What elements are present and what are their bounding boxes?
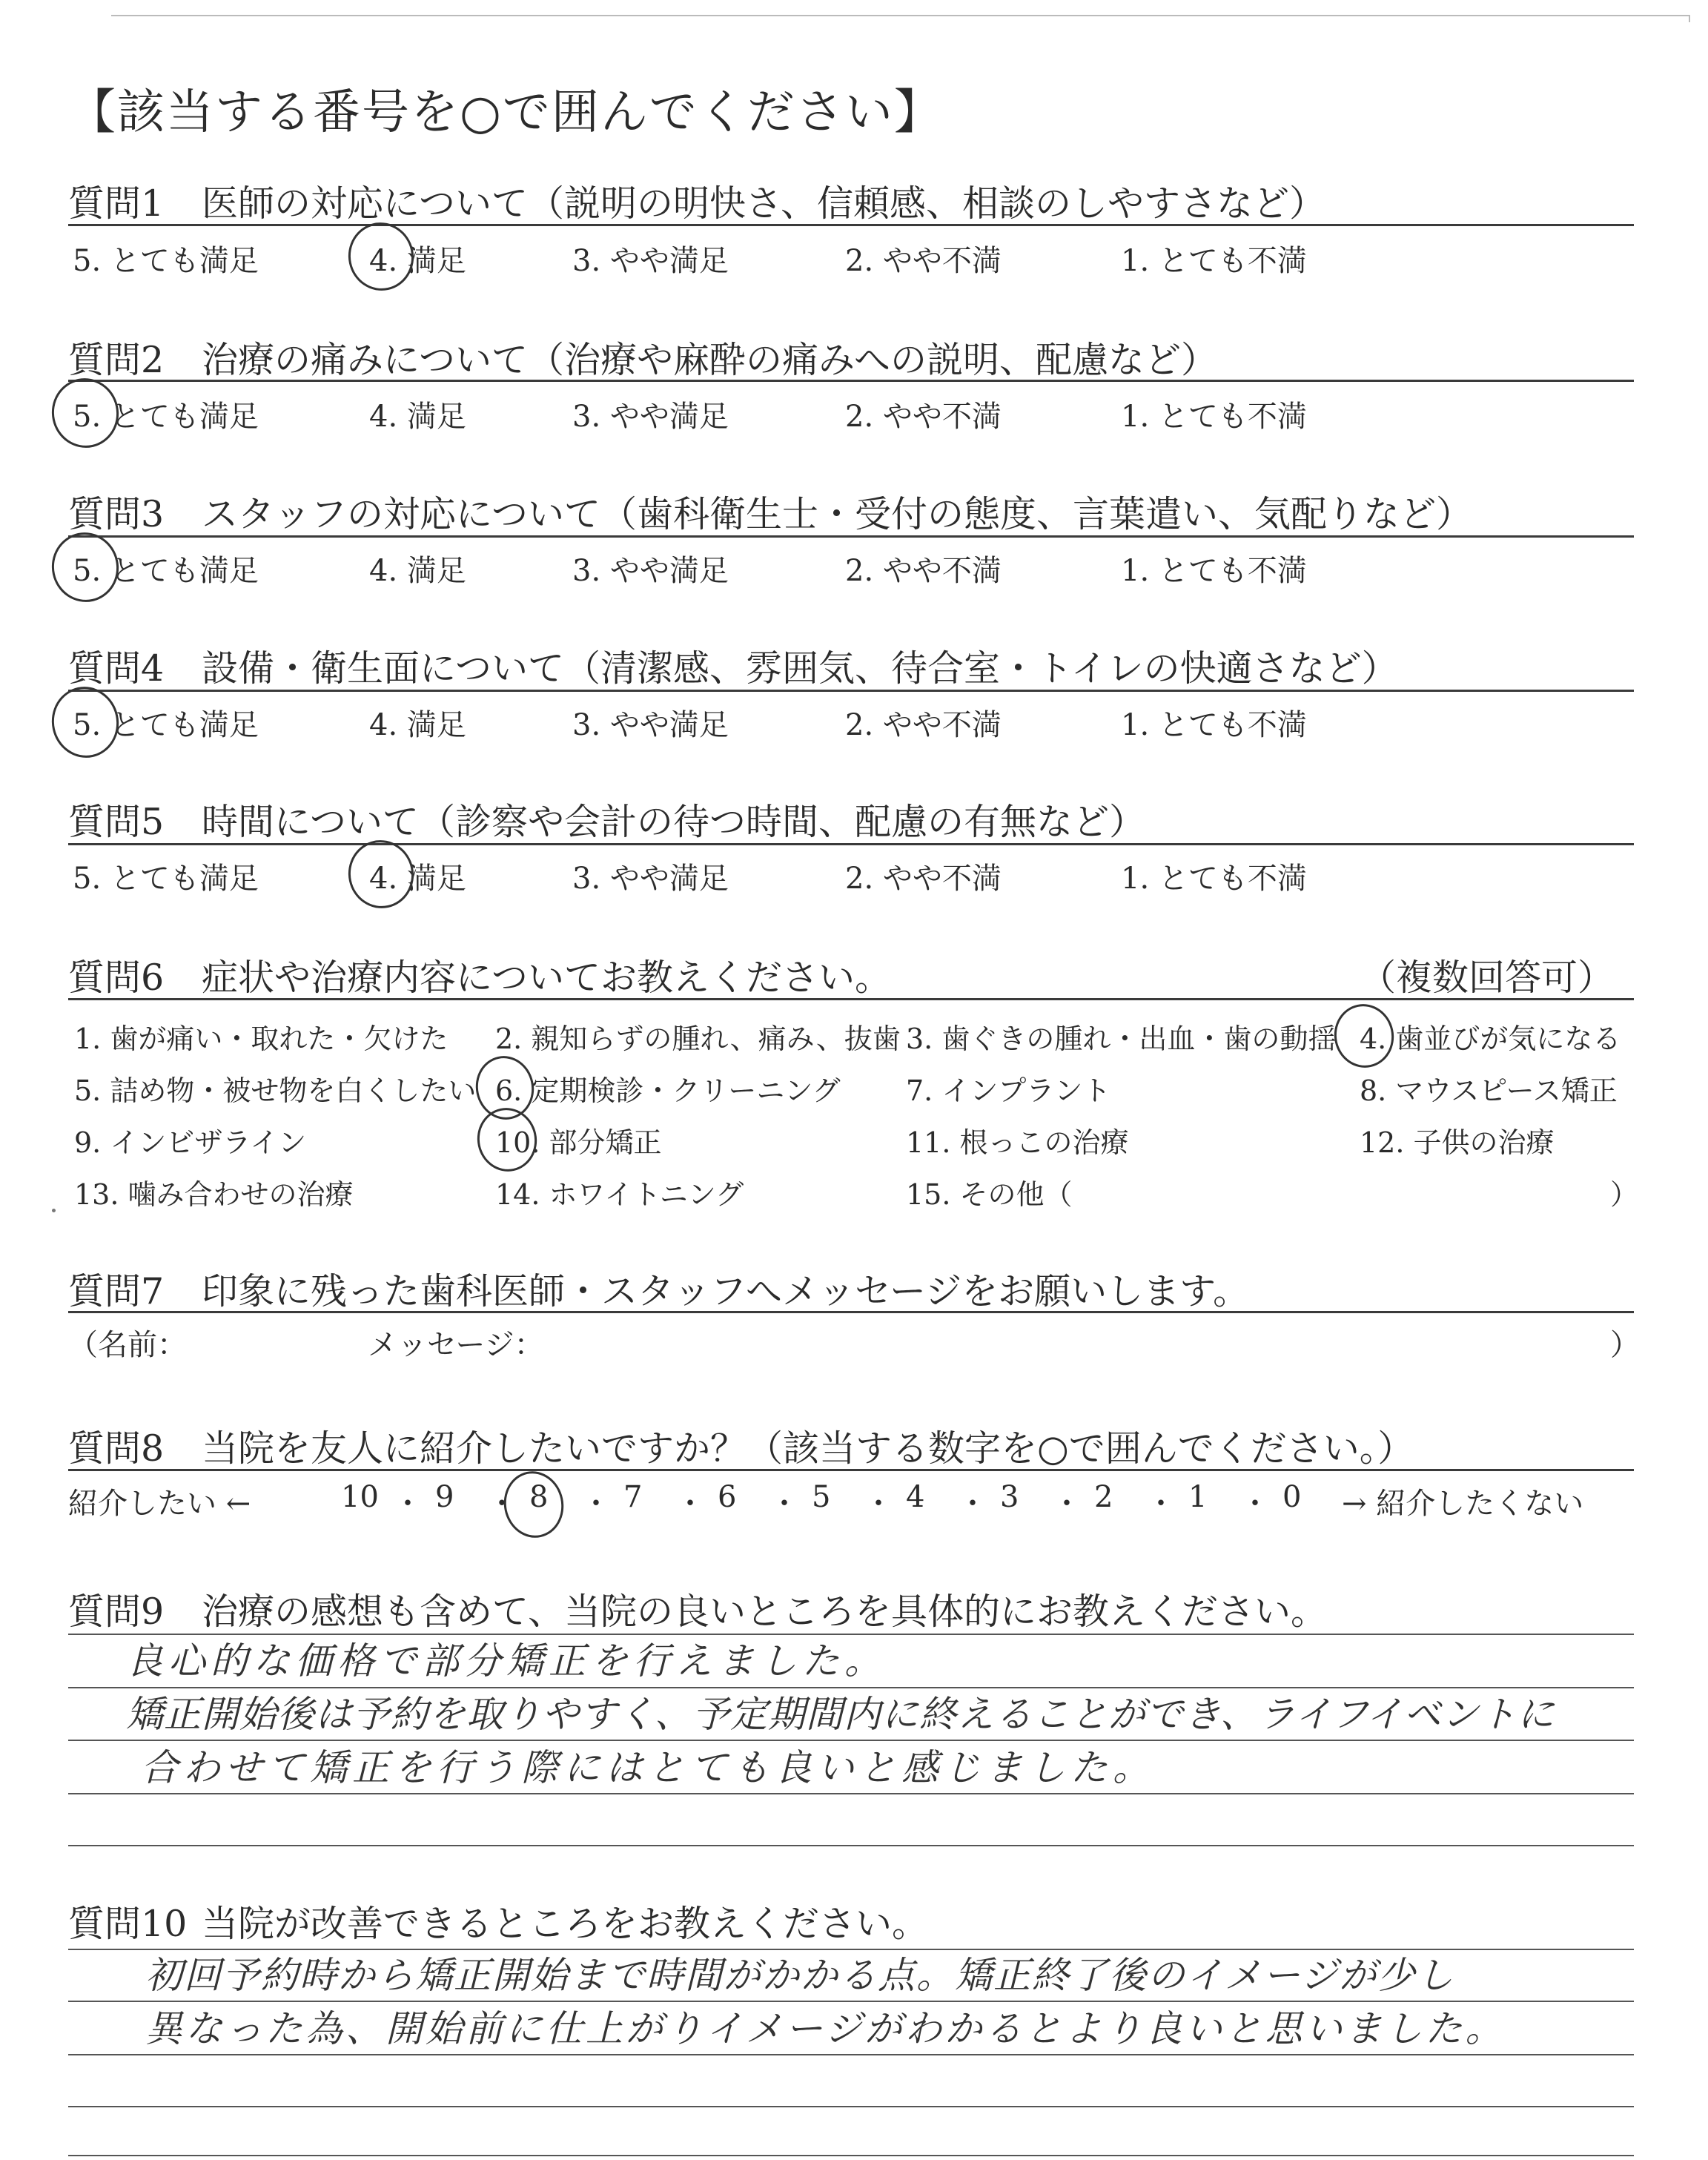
symptom-item-10[interactable]: 10. 部分矯正 (495, 1126, 662, 1159)
symptom-item-11[interactable]: 11. 根っこの治療 (906, 1126, 1129, 1159)
divider (68, 690, 1634, 692)
scale-separator: ・ (958, 1487, 987, 1521)
scale-value-2[interactable]: 2 (1094, 1480, 1113, 1514)
option-2[interactable]: 2. やや不満 (845, 554, 1002, 588)
question-text: 治療の痛みについて（治療や麻酔の痛みへの説明、配慮など） (202, 339, 1218, 381)
divider (68, 380, 1634, 382)
option-2[interactable]: 2. やや不満 (845, 862, 1002, 896)
scale-separator: ・ (675, 1487, 705, 1521)
option-4[interactable]: 4. 満足 (369, 244, 466, 278)
option-1[interactable]: 1. とても不満 (1121, 400, 1307, 434)
scale-value-7[interactable]: 7 (623, 1480, 643, 1514)
divider (68, 998, 1634, 1000)
question-text: 症状や治療内容についてお教えください。 (202, 957, 892, 999)
divider (68, 535, 1634, 538)
question-7-heading (68, 1263, 1249, 1315)
question-text: 時間について（診察や会計の待つ時間、配慮の有無など） (202, 801, 1146, 843)
question-text: 設備・衛生面について（清潔感、雰囲気、待合室・トイレの快適さなど） (202, 647, 1398, 690)
question-text: 治療の感想も含めて、当院の良いところを具体的にお教えください。 (202, 1591, 1328, 1633)
question-number: 質問6 (68, 957, 165, 999)
option-1[interactable]: 1. とても不満 (1121, 554, 1307, 588)
symptom-item-12[interactable]: 12. 子供の治療 (1360, 1126, 1555, 1159)
answer-line (68, 1845, 1634, 1846)
question-number: 質問5 (68, 801, 165, 843)
recommend-right-label: → 紹介したくない (1342, 1487, 1584, 1521)
page-title: 【該当する番号を○で囲んでください】 (68, 85, 943, 140)
question-4-heading (68, 640, 1398, 692)
option-2[interactable]: 2. やや不満 (845, 708, 1002, 742)
handwritten-answer: 初回予約時から矯正開始まで時間がかかる点。矯正終了後のイメージが少し (145, 1954, 1455, 1997)
symptom-item-1[interactable]: 1. 歯が痛い・取れた・欠けた (74, 1023, 448, 1055)
symptom-item-9[interactable]: 9. インビザライン (74, 1126, 307, 1159)
option-3[interactable]: 3. やや満足 (572, 244, 729, 278)
hand-circle-mark (45, 681, 125, 764)
answer-line (68, 2155, 1634, 2156)
hand-circle-mark (342, 834, 420, 914)
option-5[interactable]: 5. とても満足 (73, 244, 259, 278)
other-close-paren: ） (1610, 1178, 1639, 1211)
message-label: メッセージ： (368, 1328, 544, 1362)
option-3[interactable]: 3. やや満足 (572, 708, 729, 742)
option-5[interactable]: 5. とても満足 (73, 554, 259, 588)
question-text: 医師の対応について（説明の明快さ、信頼感、相談のしやすさなど） (202, 182, 1326, 225)
handwritten-answer: 異なった為、開始前に仕上がりイメージがわかるとより良いと思いました。 (145, 2007, 1506, 2050)
answer-line (68, 1793, 1634, 1794)
question-text: スタッフの対応について（歯科衛生士・受付の態度、言葉遣い、気配りなど） (202, 493, 1473, 535)
scan-frame-edge (111, 15, 1690, 16)
question-9-heading (68, 1583, 1327, 1635)
scale-value-9[interactable]: 9 (435, 1480, 454, 1514)
symptom-item-13[interactable]: 13. 噛み合わせの治療 (74, 1178, 354, 1211)
option-2[interactable]: 2. やや不満 (845, 400, 1002, 434)
answer-line (68, 2106, 1634, 2107)
divider (68, 1311, 1634, 1313)
question-number: 質問2 (68, 339, 165, 381)
scale-separator: ・ (769, 1487, 799, 1521)
hand-circle-mark (45, 372, 125, 455)
scale-separator: ・ (1052, 1487, 1082, 1521)
scale-separator: ・ (864, 1487, 893, 1521)
question-number: 質問10 (68, 1903, 188, 1945)
option-4[interactable]: 4. 満足 (369, 862, 466, 896)
divider (68, 843, 1634, 845)
symptom-item-7[interactable]: 7. インプラント (906, 1074, 1111, 1107)
option-5[interactable]: 5. とても満足 (73, 862, 259, 896)
hand-circle-mark (1328, 999, 1400, 1074)
option-4[interactable]: 4. 満足 (369, 554, 466, 588)
symptom-item-6[interactable]: 6. 定期検診・クリーニング (495, 1074, 841, 1107)
option-2[interactable]: 2. やや不満 (845, 244, 1002, 278)
scale-separator: ・ (1146, 1487, 1176, 1521)
close-paren: ） (1610, 1328, 1640, 1362)
question-6-heading (68, 949, 891, 1001)
option-3[interactable]: 3. やや満足 (572, 400, 729, 434)
divider (68, 1469, 1634, 1471)
scale-value-5[interactable]: 5 (812, 1480, 831, 1514)
scale-separator: ・ (393, 1487, 423, 1521)
option-1[interactable]: 1. とても不満 (1121, 244, 1307, 278)
scale-separator: ・ (581, 1487, 611, 1521)
symptom-item-5[interactable]: 5. 詰め物・被せ物を白くしたい (74, 1074, 477, 1107)
question-1-heading (68, 175, 1325, 227)
name-label: （名前： (68, 1328, 187, 1362)
symptom-item-3[interactable]: 3. 歯ぐきの腫れ・出血・歯の動揺 (906, 1023, 1337, 1055)
question-number: 質問1 (68, 182, 165, 225)
option-3[interactable]: 3. やや満足 (572, 554, 729, 588)
hand-circle-mark (342, 217, 420, 297)
hand-circle-mark (471, 1103, 543, 1178)
scale-separator: ・ (1240, 1487, 1270, 1521)
scale-value-3[interactable]: 3 (1000, 1480, 1019, 1514)
question-number: 質問3 (68, 493, 165, 535)
question-3-heading (68, 486, 1472, 538)
question-number: 質問8 (68, 1427, 165, 1470)
option-3[interactable]: 3. やや満足 (572, 862, 729, 896)
hand-circle-mark (45, 526, 125, 609)
scale-value-10[interactable]: 10 (341, 1480, 379, 1514)
question-text: 印象に残った歯科医師・スタッフへメッセージをお願いします。 (202, 1270, 1250, 1312)
question-8-heading (68, 1420, 1414, 1472)
recommend-left-label: 紹介したい ← (68, 1487, 251, 1521)
handwritten-answer: 矯正開始後は予約を取りやすく、予定期間内に終えることができ、ライフイベントに (126, 1693, 1555, 1736)
answer-line (68, 2054, 1634, 2055)
scale-value-0[interactable]: 0 (1282, 1480, 1302, 1514)
symptom-item-4[interactable]: 4. 歯並びが気になる (1360, 1023, 1621, 1055)
symptom-item-2[interactable]: 2. 親知らずの腫れ、痛み、抜歯 (495, 1023, 901, 1055)
option-4[interactable]: 4. 満足 (369, 400, 466, 434)
option-4[interactable]: 4. 満足 (369, 708, 466, 742)
question-number: 質問7 (68, 1270, 165, 1312)
question-number: 質問9 (68, 1591, 165, 1633)
scale-value-6[interactable]: 6 (718, 1480, 737, 1514)
scale-value-1[interactable]: 1 (1188, 1480, 1208, 1514)
question-text: 当院を友人に紹介したいですか？（該当する数字を○で囲んでください。） (202, 1427, 1414, 1470)
option-1[interactable]: 1. とても不満 (1121, 862, 1307, 896)
question-10-heading (68, 1895, 928, 1947)
question-5-heading (68, 793, 1145, 845)
scan-speck (52, 1209, 56, 1212)
scale-separator: ・ (487, 1487, 517, 1521)
option-5[interactable]: 5. とても満足 (73, 708, 259, 742)
scan-frame-edge (1689, 15, 1690, 22)
hand-circle-mark (498, 1466, 570, 1544)
divider (68, 224, 1634, 226)
scale-value-4[interactable]: 4 (906, 1480, 925, 1514)
symptom-item-15[interactable]: 15. その他（ (906, 1178, 1073, 1211)
multiple-answers-note: （複数回答可） (1360, 957, 1615, 999)
scale-value-8[interactable]: 8 (529, 1480, 549, 1514)
question-2-heading (68, 331, 1217, 383)
handwritten-answer: 合わせて矯正を行う際にはとても良いと感じました。 (141, 1746, 1155, 1789)
handwritten-answer: 良心的な価格で部分矯正を行えました。 (126, 1639, 887, 1682)
option-1[interactable]: 1. とても不満 (1121, 708, 1307, 742)
question-text: 当院が改善できるところをお教えください。 (202, 1903, 929, 1945)
option-5[interactable]: 5. とても満足 (73, 400, 259, 434)
question-number: 質問4 (68, 647, 165, 690)
symptom-item-8[interactable]: 8. マウスピース矯正 (1360, 1074, 1618, 1107)
symptom-item-14[interactable]: 14. ホワイトニング (495, 1178, 744, 1211)
